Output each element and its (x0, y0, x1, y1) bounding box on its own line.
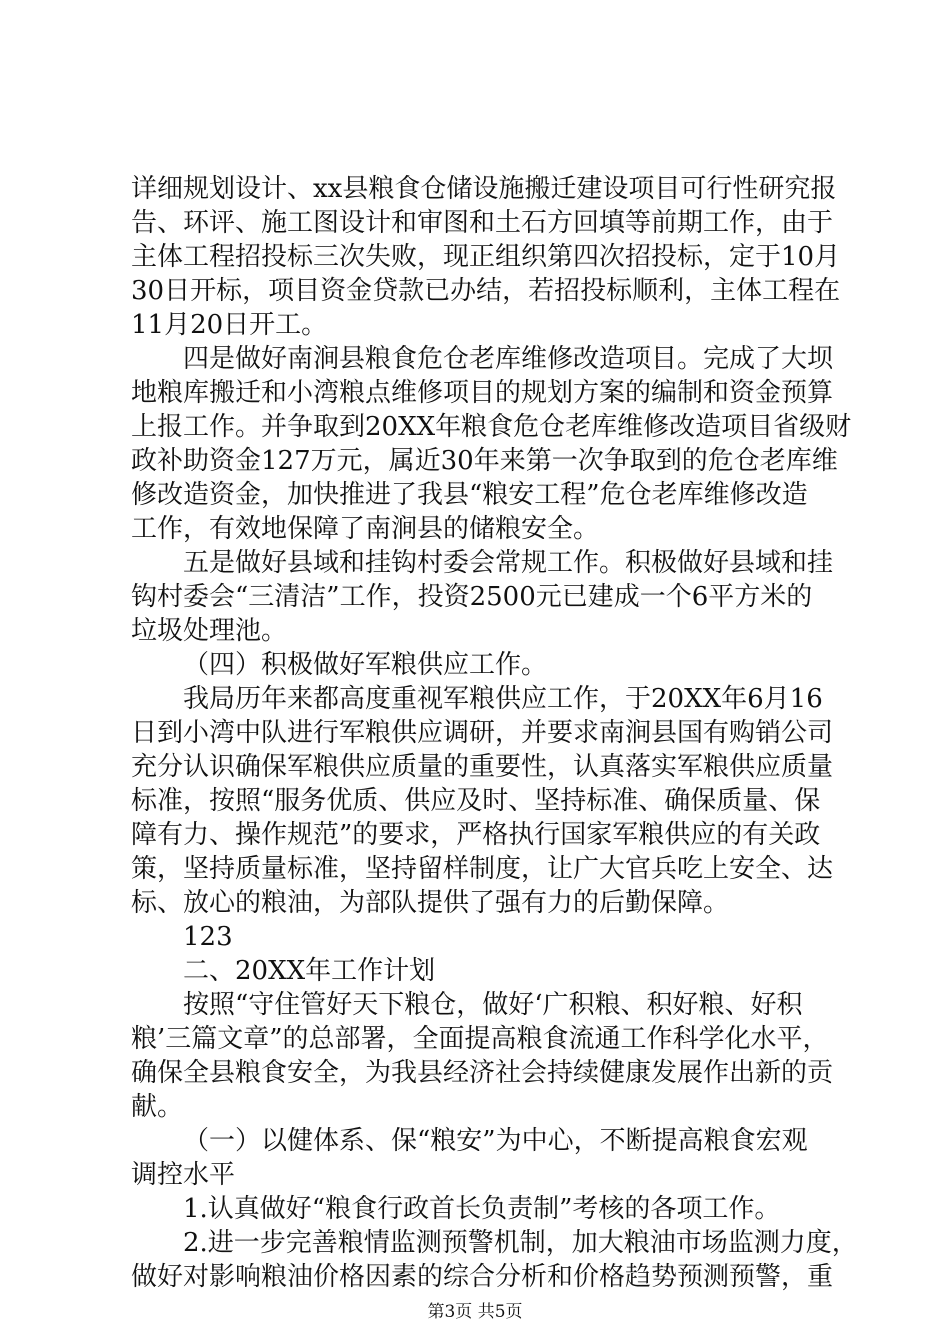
text-line: 上报工作。并争取到20XX年粮食危仓老库维修改造项目省级财 (131, 412, 852, 442)
text-line: 献。 (131, 1092, 184, 1122)
text-line: 政补助资金127万元，属近30年来第一次争取到的危仓老库维 (131, 446, 838, 476)
text-line: 调控水平 (131, 1160, 236, 1190)
text-line: 按照“守住管好天下粮仓，做好‘广积粮、积好粮、好积 (183, 990, 803, 1020)
text-line: 详细规划设计、xx县粮食仓储设施搬迁建设项目可行性研究报 (131, 174, 837, 204)
text-line: 1.认真做好“粮食行政首长负责制”考核的各项工作。 (183, 1194, 781, 1224)
text-line: 2.进一步完善粮情监测预警机制，加大粮油市场监测力度， (183, 1228, 858, 1258)
text-line: 标准，按照“服务优质、供应及时、坚持标准、确保质量、保 (131, 786, 821, 816)
text-line: 我局历年来都高度重视军粮供应工作，于20XX年6月16 (183, 684, 823, 714)
text-line: 五是做好县域和挂钩村委会常规工作。积极做好县域和挂 (183, 548, 834, 578)
text-line: 标、放心的粮油，为部队提供了强有力的后勤保障。 (131, 888, 730, 918)
text-line: 11月20日开工。 (131, 310, 328, 340)
text-line: 充分认识确保军粮供应质量的重要性，认真落实军粮供应质量 (131, 752, 834, 782)
text-line: 30日开标，项目资金贷款已办结，若招投标顺利，主体工程在 (131, 276, 841, 306)
section-heading: （四）积极做好军粮供应工作。 (183, 650, 548, 680)
text-line: 四是做好南涧县粮食危仓老库维修改造项目。完成了大坝 (183, 344, 834, 374)
text-line: 障有力、操作规范”的要求，严格执行国家军粮供应的有关政 (131, 820, 821, 850)
text-line: 123 (183, 922, 233, 952)
text-line: 粮’三篇文章”的总部署，全面提高粮食流通工作科学化水平， (131, 1024, 829, 1054)
text-line: 钩村委会“三清洁”工作，投资2500元已建成一个6平方米的 (131, 582, 813, 612)
section-heading: （一）以健体系、保“粮安”为中心，不断提高粮食宏观 (183, 1126, 808, 1156)
text-line: 告、环评、施工图设计和审图和土石方回填等前期工作，由于 (131, 208, 834, 238)
text-line: 修改造资金，加快推进了我县“粮安工程”危仓老库维修改造 (131, 480, 808, 510)
text-line: 地粮库搬迁和小湾粮点维修项目的规划方案的编制和资金预算 (131, 378, 834, 408)
page-number-footer: 第3页 共5页 (427, 1302, 523, 1322)
text-line: 主体工程招投标三次失败，现正组织第四次招投标，定于10月 (131, 242, 841, 272)
text-line: 确保全县粮食安全，为我县经济社会持续健康发展作出新的贡 (131, 1058, 834, 1088)
section-heading: 二、20XX年工作计划 (183, 956, 436, 986)
text-line: 工作，有效地保障了南涧县的储粮安全。 (131, 514, 600, 544)
text-line: 垃圾处理池。 (131, 616, 288, 646)
text-line: 策，坚持质量标准，坚持留样制度，让广大官兵吃上安全、达 (131, 854, 834, 884)
text-line: 日到小湾中队进行军粮供应调研，并要求南涧县国有购销公司 (131, 718, 834, 748)
text-line: 做好对影响粮油价格因素的综合分析和价格趋势预测预警，重 (131, 1262, 834, 1292)
